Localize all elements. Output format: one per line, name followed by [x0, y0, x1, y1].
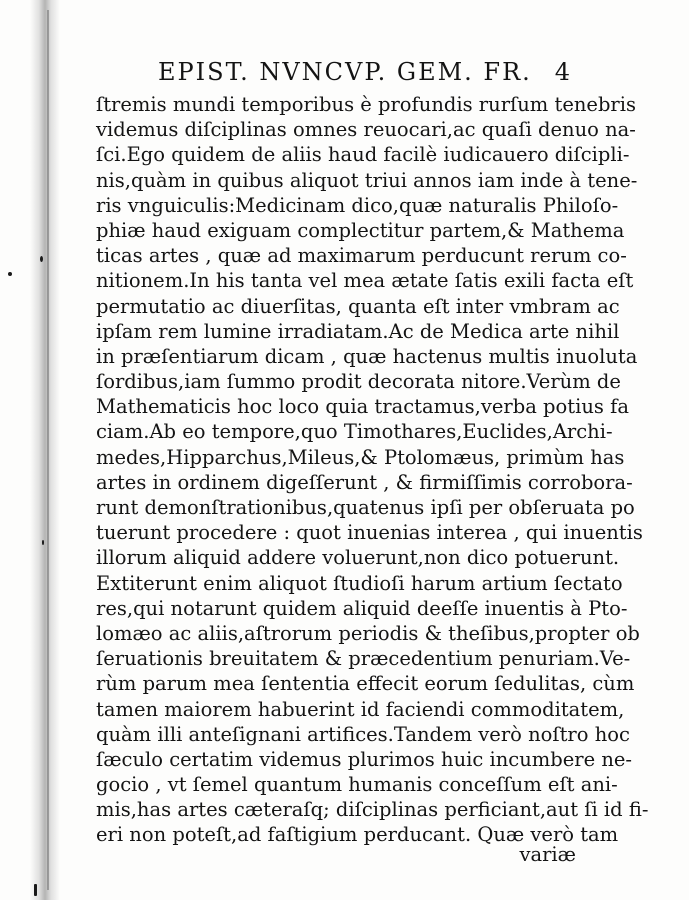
text-line: ris vnguiculis:Medicinam dico,quæ naturalis Philoſo-: [96, 193, 619, 217]
text-line: tamen maiorem habuerint id faciendi commoditatem,: [96, 697, 625, 721]
text-line: videmus diſciplinas omnes reuocari,ac quaſi denuo na-: [96, 118, 636, 142]
text-line: ipſam rem lumine irradiatam.Ac de Medica arte nihil: [96, 319, 620, 343]
text-line: runt demonſtrationibus,quatenus ipſi per obſeruata po: [96, 496, 635, 519]
text-line: ticas artes , quæ ad maximarum perducunt rerum co-: [96, 244, 627, 268]
text-line: ciam.Ab eo tempore,quo Timothares,Euclides,Archi-: [96, 420, 613, 444]
text-line: nitionem.In his tanta vel mea ætate ſatis exili facta eſt: [96, 269, 634, 293]
binding-gutter: [30, 0, 60, 900]
text-line: ſæculo certatim videmus plurimos huic incumbere ne-: [96, 747, 633, 771]
text-line: nis,quàm in quibus aliquot triui annos iam inde à tene-: [96, 168, 638, 192]
ink-speck: [8, 272, 12, 276]
page-number: 4: [554, 58, 572, 86]
text-line: artes in ordinem digeſſerunt , & firmiſſimis corrobora-: [96, 470, 633, 494]
ink-speck: [42, 540, 44, 545]
running-title: EPIST. NVNCVP. GEM. FR.: [158, 58, 532, 86]
text-line: ſordibus,iam ſummo prodit decorata nitore.Verùm de: [96, 370, 621, 394]
ink-speck: [34, 884, 37, 896]
ink-speck: [40, 256, 43, 262]
text-line: quàm illi anteſignani artifices.Tandem verò noſtro hoc: [96, 722, 630, 746]
text-line: Mathematicis hoc loco quia tractamus,verba potius fa: [96, 395, 629, 419]
text-line: in præſentiarum dicam , quæ hactenus multis inuoluta: [96, 344, 638, 368]
text-line: permutatio ac diuerſitas, quanta eſt inter vmbram ac: [96, 294, 620, 318]
text-line: ſeruationis breuitatem & præcedentium penuriam.Ve-: [96, 647, 631, 671]
binding-fold-line: [47, 10, 49, 890]
text-line: mis,has artes cæteraſq; diſciplinas perficiant,aut ſi id fi-: [96, 798, 649, 822]
text-line: lomæo ac aliis,aſtrorum periodis & theſibus,propter ob: [96, 621, 640, 645]
text-line: tuerunt procedere : quot inuenias interea , qui inuentis: [96, 521, 643, 545]
text-line: Extiterunt enim aliquot ſtudioſi harum artium ſectato: [96, 571, 623, 595]
text-line: ſci.Ego quidem de aliis haud facilè iudicauero diſcipli-: [96, 143, 630, 167]
text-line: medes,Hipparchus,Mileus,& Ptolomæus, primùm has: [96, 445, 625, 469]
catchword: variæ: [519, 843, 576, 866]
body-text: [96, 92, 649, 848]
text-line: gocio , vt ſemel quantum humanis conceſſum eſt ani-: [96, 773, 618, 797]
text-line: phiæ haud exiguam complectitur partem,& Mathema: [96, 218, 625, 242]
text-line: illorum aliquid addere voluerunt,non dico potuerunt.: [96, 546, 620, 570]
text-line: res,qui notarunt quidem aliquid deeſſe inuentis à Pto-: [96, 596, 628, 620]
text-line: ſtremis mundi temporibus è profundis rurſum tenebris: [96, 93, 637, 116]
text-line: eri non poteſt,ad faſtigium perducant. Quæ verò tam: [96, 823, 619, 847]
text-line: rùm parum mea ſententia effecit eorum ſedulitas, cùm: [96, 672, 635, 696]
running-header: [158, 58, 578, 90]
